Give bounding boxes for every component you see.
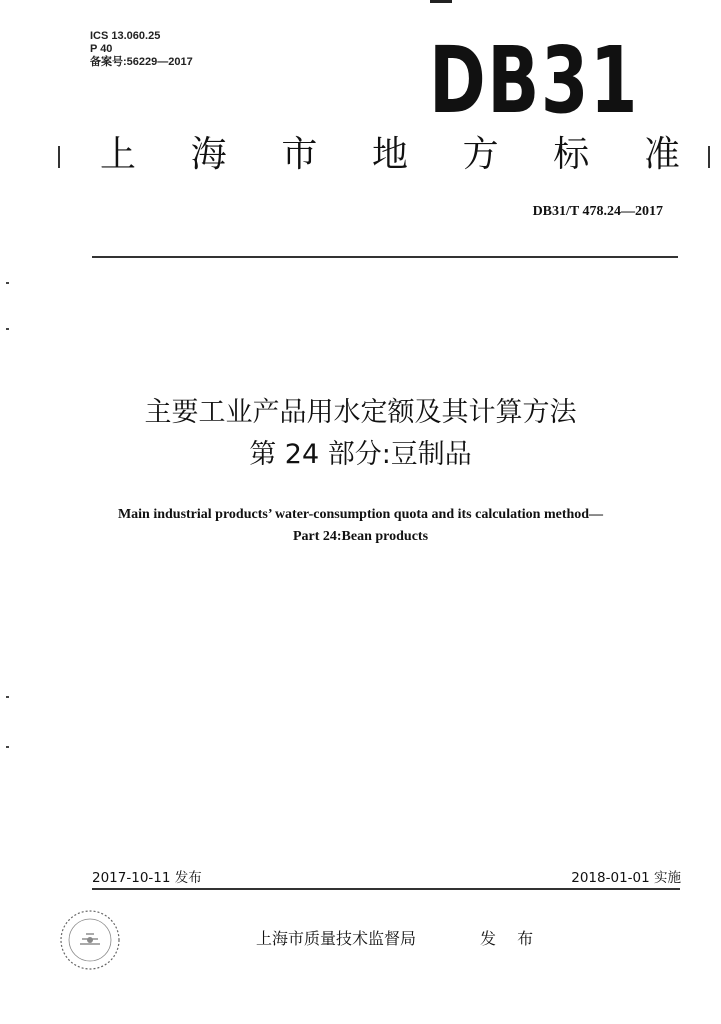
edge-mark [6,696,9,698]
heading-char: 标 [553,134,590,175]
edge-mark [6,282,9,284]
publish-label: 发 布 [480,929,542,948]
right-margin-tick [708,146,710,168]
heading-char: 方 [462,134,499,175]
heading-char: 地 [371,134,408,175]
filing-number: 备案号:56229—2017 [90,56,193,68]
issuer-seal-icon [58,908,122,972]
document-title-en-line2: Part 24:Bean products [292,529,429,544]
heading-char: 准 [643,134,680,175]
document-title-en-line1: Main industrial products’ water-consumption quota and its calculation method— [117,507,604,522]
heading-char: 海 [190,134,227,175]
edge-mark [6,746,9,748]
implementation-date: 2018-01-01 实施 [571,870,681,886]
issue-date: 2017-10-11 发布 [92,870,202,886]
left-margin-tick [58,146,60,168]
heading-char: 上 [100,134,137,175]
db31-logo [426,27,642,134]
edge-mark [6,328,9,330]
footer-divider [92,888,680,890]
classification-block [90,30,193,69]
logo-text: DB31 [429,27,639,134]
ics-code: ICS 13.060.25 [90,30,161,42]
publisher-name: 上海市质量技术监督局 [256,929,417,948]
document-title-cn-line1: 主要工业产品用水定额及其计算方法 [144,397,577,428]
standard-number: DB31/T 478.24—2017 [532,204,663,219]
standard-type-heading [100,132,680,178]
top-edge-mark [430,0,452,3]
category-code: P 40 [90,43,113,55]
document-title-cn-line2: 第 24 部分:豆制品 [249,439,472,470]
header-divider [92,256,678,258]
heading-char: 市 [281,134,318,175]
